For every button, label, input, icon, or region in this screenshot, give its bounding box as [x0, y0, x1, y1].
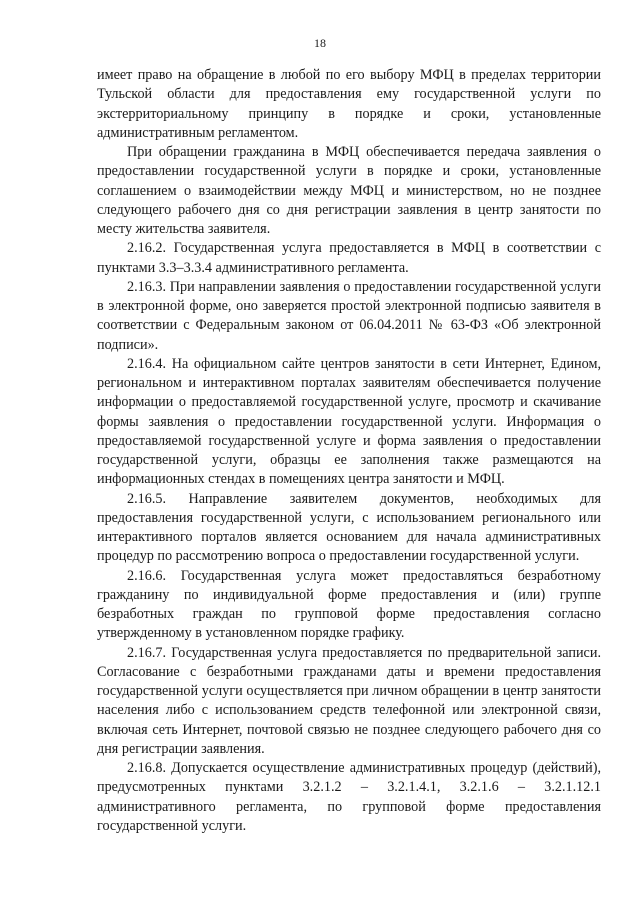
paragraph: 2.16.4. На официальном сайте центров занятости в сети Интернет, Едином, региональном и интерактивном порталах заявителям обеспечивается получение информации о предоставляемой государственной услуге, просмотр и скачивание формы заявления о предоставлении государственной услуги. Информация о предоставляемой государственной услуге и формa заявления о предоставлении государственной услуги, образцы ее заполнения также размещаются на информационных стендах в помещениях центра занятости и МФЦ.	[97, 355, 601, 488]
paragraph: 2.16.5. Направление заявителем документов, необходимых для предоставления государственной услуги, с использованием регионального или интерактивного порталов является основанием для начала административных процедур по рассмотрению вопроса о предоставлении государственной услуги.	[97, 490, 601, 565]
paragraph: При обращении гражданина в МФЦ обеспечивается передача заявления о предоставлении государственной услуги в порядке и сроки, установленные соглашением о взаимодействии между МФЦ и министерством, но не позднее следующего рабочего дня со дня регистрации заявления в центр занятости по месту жительства заявителя.	[97, 144, 601, 237]
paragraph: 2.16.3. При направлении заявления о предоставлении государственной услуги в электронной форме, оно заверяется простой электронной подписью заявителя в соответствии с Федеральным законом от 06.04.2011 № 63-ФЗ «Об электронной подписи».	[97, 278, 601, 353]
paragraph: 2.16.2. Государственная услуга предоставляется в МФЦ в соответствии с пунктами 3.3–3.3.4 административного регламента.	[97, 240, 601, 276]
page-number: 18	[314, 36, 326, 50]
document-body	[97, 66, 601, 836]
paragraph: имеет право на обращение в любой по его выбору МФЦ в пределах территории Тульской области для предоставления ему государственной услуги по экстерриториальному принципу в порядке и сроки, установленные административным регламентом.	[97, 67, 601, 141]
paragraph: 2.16.6. Государственная услуга может предоставляться безработному гражданину по индивидуальной форме предоставления и (или) группе безработных граждан по групповой форме предоставления согласно утвержденному в установленном порядке графику.	[97, 567, 601, 642]
paragraph: 2.16.8. Допускается осуществление административных процедур (действий), предусмотренных пунктами 3.2.1.2 – 3.2.1.4.1, 3.2.1.6 – 3.2.1.12.1 административного регламента, по групповой форме предоставления государственной услуги.	[97, 760, 601, 834]
paragraph: 2.16.7. Государственная услуга предоставляется по предварительной записи. Согласование с безработными гражданами даты и времени предоставления государственной услуги осуществляется при личном обращении в центр занятости населения либо с использованием средств телефонной или электронной связи, включая сеть Интернет, почтовой связью не позднее следующего рабочего дня со дня регистрации заявления.	[97, 644, 601, 757]
